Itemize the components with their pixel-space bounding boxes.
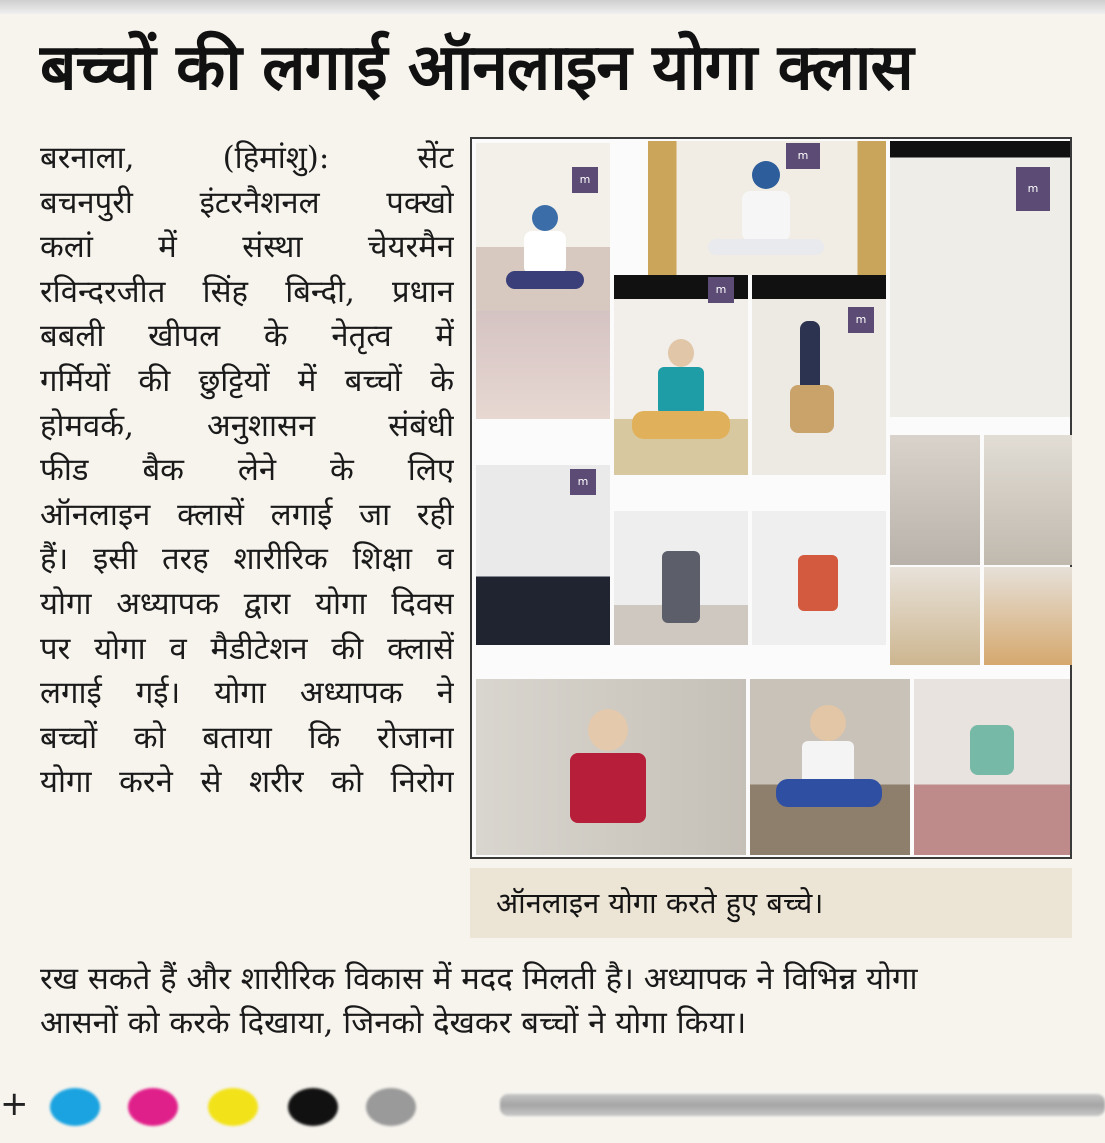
child-head	[588, 709, 628, 751]
child-legs	[506, 271, 584, 289]
video-tile	[476, 311, 610, 419]
child-head	[532, 205, 558, 231]
child-body	[662, 551, 700, 623]
body-line: बचनपुरी इंटरनैशनल पक्खो	[40, 184, 454, 221]
video-tile	[914, 679, 1070, 855]
child-body	[570, 753, 646, 823]
participant-icon: m	[708, 277, 734, 303]
child-legs	[708, 239, 824, 255]
child-legs	[632, 411, 730, 439]
video-tile	[476, 679, 746, 855]
video-tile	[648, 141, 886, 275]
body-line: लगाई गई। योगा अध्यापक ने	[40, 675, 454, 712]
grey-color-bar	[500, 1094, 1105, 1116]
child-body	[658, 367, 704, 415]
child-body	[798, 555, 838, 611]
body-line: रविन्दरजीत सिंह बिन्दी, प्रधान	[40, 273, 454, 310]
print-registration-marks	[0, 1070, 1105, 1140]
body-line: योगा अध्यापक द्वारा योगा दिवस	[40, 585, 454, 622]
magenta-dot	[128, 1088, 178, 1126]
participant-icon: m	[572, 167, 598, 193]
article-body-continued	[40, 957, 1070, 1045]
article-body-column	[40, 136, 454, 805]
video-tile	[890, 435, 980, 565]
body-line: पर योगा व मैडीटेशन की क्लासें	[40, 630, 454, 667]
child-body	[742, 191, 790, 241]
video-tile	[890, 567, 980, 665]
video-tile	[614, 275, 748, 475]
body-line: गर्मियों की छुट्टियों में बच्चों के	[40, 362, 454, 399]
photo-caption: ऑनलाइन योगा करते हुए बच्चे।	[470, 868, 1072, 938]
body-line: कलां में संस्था चेयरमैन	[40, 229, 454, 266]
body-line: आसनों को करके दिखाया, जिनको देखकर बच्चों ने योगा किया।	[40, 1005, 747, 1041]
child-body	[524, 231, 566, 275]
body-line: बरनाला, (हिमांशु): सेंट	[40, 140, 454, 176]
body-line: बच्चों को बताया कि रोजाना	[40, 719, 454, 756]
child-head	[810, 705, 846, 741]
previous-article-strip	[0, 0, 1105, 14]
body-line: बबली खीपल के नेतृत्व में	[40, 318, 454, 355]
participant-icon: m	[786, 143, 820, 169]
online-yoga-photo-collage	[470, 137, 1072, 859]
body-line: हैं। इसी तरह शारीरिक शिक्षा व	[40, 541, 454, 578]
body-line: ऑनलाइन क्लासें लगाई जा रही	[40, 496, 454, 533]
video-tile	[614, 511, 748, 645]
participant-icon: m	[848, 307, 874, 333]
video-tile	[750, 679, 910, 855]
body-line: रख सकते हैं और शारीरिक विकास में मदद मिलती है। अध्यापक ने विभिन्न योगा	[40, 961, 918, 997]
body-line: योगा करने से शरीर को निरोग	[40, 764, 454, 801]
headline: बच्चों की लगाई ऑनलाइन योगा क्लास	[40, 31, 913, 105]
child-legs	[790, 385, 834, 433]
body-line: होमवर्क, अनुशासन संबंधी	[40, 407, 454, 444]
video-tile	[476, 143, 610, 311]
black-dot	[288, 1088, 338, 1126]
grey-dot	[366, 1088, 416, 1126]
cyan-dot	[50, 1088, 100, 1126]
child-body	[970, 725, 1014, 775]
child-legs	[776, 779, 882, 807]
participant-icon: m	[1016, 167, 1050, 211]
video-tile	[984, 435, 1072, 565]
video-tile	[984, 567, 1072, 665]
child-head	[668, 339, 694, 367]
video-tile	[890, 141, 1070, 417]
participant-icon: m	[570, 469, 596, 495]
video-tile	[752, 511, 886, 645]
child-head	[752, 161, 780, 189]
crosshair-icon: +	[0, 1084, 29, 1124]
video-tile	[752, 275, 886, 475]
body-line: फीड बैक लेने के लिए	[40, 452, 454, 489]
video-tile	[476, 465, 610, 645]
yellow-dot	[208, 1088, 258, 1126]
